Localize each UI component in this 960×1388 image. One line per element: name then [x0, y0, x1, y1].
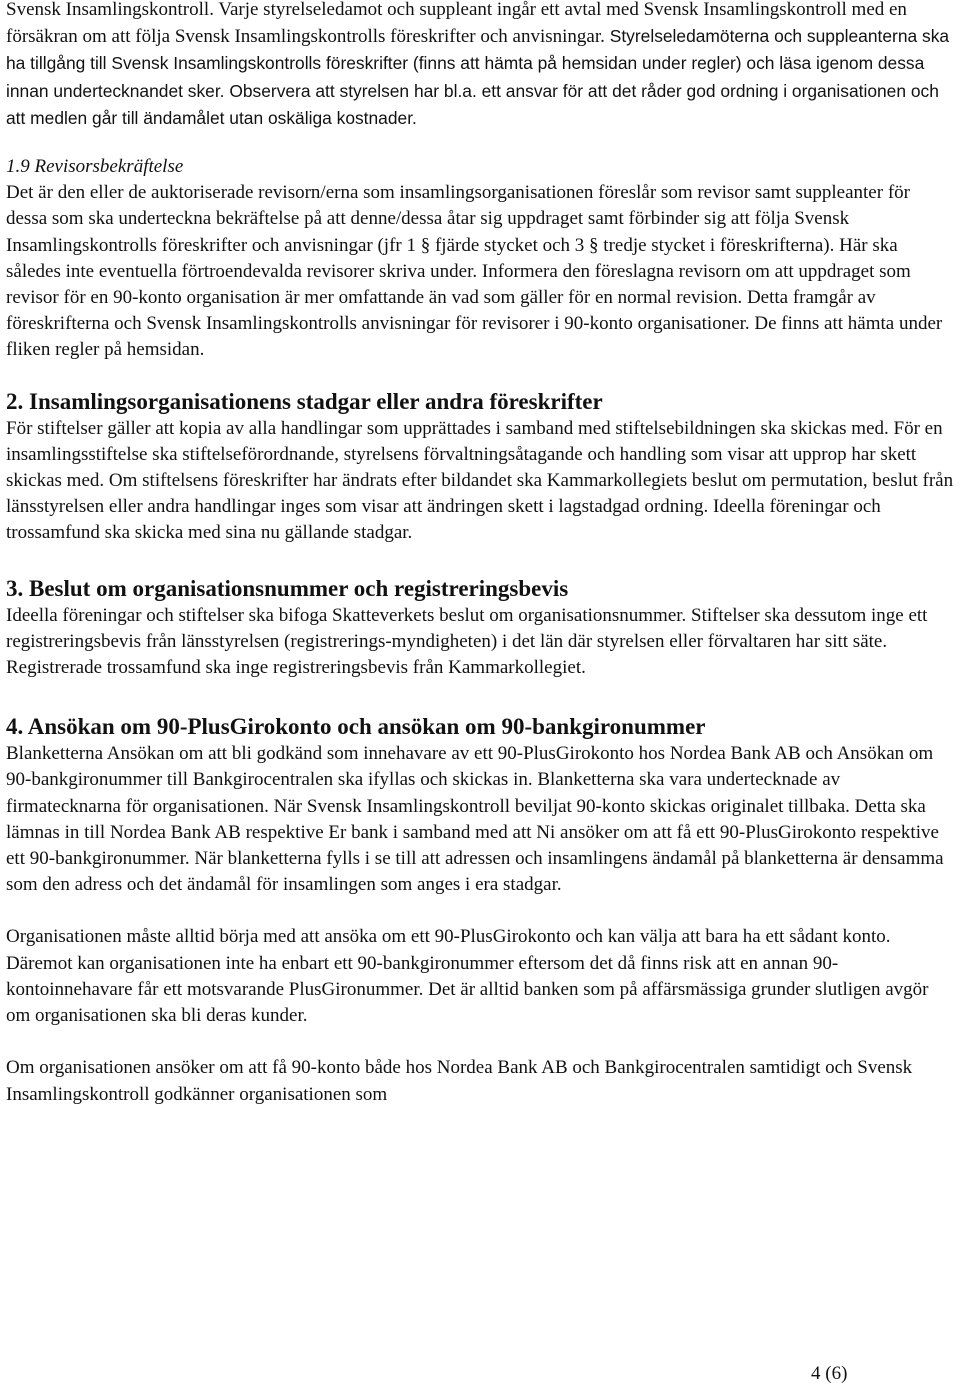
section-3-heading: 3. Beslut om organisationsnummer och registreringsbevis [6, 575, 569, 601]
section-1-9-text: Det är den eller de auktoriserade revisorn/erna som insamlingsorganisationen föreslår som revisor samt suppleanter för dessa som ska underteckna bekräftelse på att denne/dessa åtar sig uppdraget samt förbinder sig att följa Svensk Insamlingskontrolls föreskrifter och anvisningar (jfr 1 § fjärde stycket och 3 § tredje stycket i föreskrifterna). Här ska således inte eventuella förtroendevalda revisorer skriva under. Informera den föreslagna revisorn om att uppdraget som revisor för en 90-konto organisation är mer omfattande än vad som gäller för en normal revision. Detta framgår av föreskrifterna och Svensk Insamlingskontrolls anvisningar för revisorer i 90-konto organisationer. De finns att hämta under fliken regler på hemsidan. [6, 182, 943, 361]
paragraph-gap [6, 1029, 954, 1055]
section-4-heading: 4. Ansökan om 90-PlusGirokonto och ansökan om 90-bankgironummer [6, 714, 706, 740]
section-2-heading: 2. Insamlingsorganisationens stadgar eller andra föreskrifter [6, 388, 603, 414]
section-4-text-2: Organisationen måste alltid börja med att ansöka om ett 90-PlusGirokonto och kan välja att bara ha ett sådant konto. Däremot kan organisationen inte ha enbart ett 90-bankgironummer eftersom det då finns risk att en annan 90-kontoinnehavare får ett motsvarande PlusGironummer. Det är alltid banken som på affärsmässiga grunder slutligen avgör om organisationen ska bli deras kunder. [6, 926, 929, 1027]
page-number: 4 (6) [811, 1363, 848, 1384]
section-2-text: För stiftelser gäller att kopia av alla handlingar som upprättades i samband med stiftelsebildningen ska skickas med. För en insamlingsstiftelse ska stiftelseförordnande, styrelsens förvaltningsåtagande och handling som visar att upprop har skett skickas med. Om stiftelsens föreskrifter har ändrats efter bildandet ska Kammarkollegiets beslut om permutation, beslut från länsstyrelsen eller andra handlingar inges som visar att ändringen skett i lagstadgad ordning. Ideella föreningar och trossamfund ska skicka med sina nu gällande stadgar. [6, 417, 954, 544]
intro-text-serif: Svensk Insamlingskontroll. Varje styrelseledamot och suppleant ingår ett avtal med Svensk Insamlingskontroll med en försäkran om att följa Svensk Insamlingskontrolls föreskrifter och anvisningar. [6, 0, 907, 48]
section-3-text: Ideella föreningar och stiftelser ska bifoga Skatteverkets beslut om organisationsnummer. Stiftelser ska dessutom inge ett registreringsbevis från länsstyrelsen (registrerings-myndigheten) i det län där styrelsen eller förvaltaren har sitt säte. Registrerade trossamfund ska inge registreringsbevis från Kammarkollegiet. [6, 604, 928, 679]
section-1-9-heading: 1.9 Revisorsbekräftelse [6, 156, 184, 178]
paragraph-gap [6, 898, 954, 924]
section-4-text-3: Om organisationen ansöker om att få 90-konto både hos Nordea Bank AB och Bankgirocentralen samtidigt och Svensk Insamlingskontroll godkänner organisationen som [6, 1057, 913, 1105]
section-4-text-1: Blanketterna Ansökan om att bli godkänd som innehavare av ett 90-PlusGirokonto hos Nordea Bank AB och Ansökan om 90-bankgironummer till Bankgirocentralen ska ifyllas och skickas in. Blanketterna ska vara undertecknade av firmatecknarna för organisationen. När Svensk Insamlingskontroll beviljat 90-konto skickas originalet tillbaka. Detta ska lämnas in till Nordea Bank AB respektive Er bank i samband med att Ni ansöker om att få ett 90-PlusGirokonto respektive ett 90-bankgironummer. När blanketterna fylls i se till att adressen och insamlingens ändamål på blanketterna är densamma som den adress och det ändamål för insamlingen som anges i era stadgar. [6, 743, 944, 896]
document-page [6, 0, 954, 1108]
intro-paragraph [6, 0, 954, 132]
intro-text-sans: Styrelseledamöterna och suppleanterna ska ha tillgång till Svensk Insamlingskontrolls föreskrifter (finns att hämta på hemsidan under regler) och läsa igenom dessa innan undertecknandet sker. Observera att styrelsen har bl.a. ett ansvar för att det råder god ordning i organisationen och att medlen går till ändamålet utan oskäliga kostnader. [6, 26, 950, 128]
